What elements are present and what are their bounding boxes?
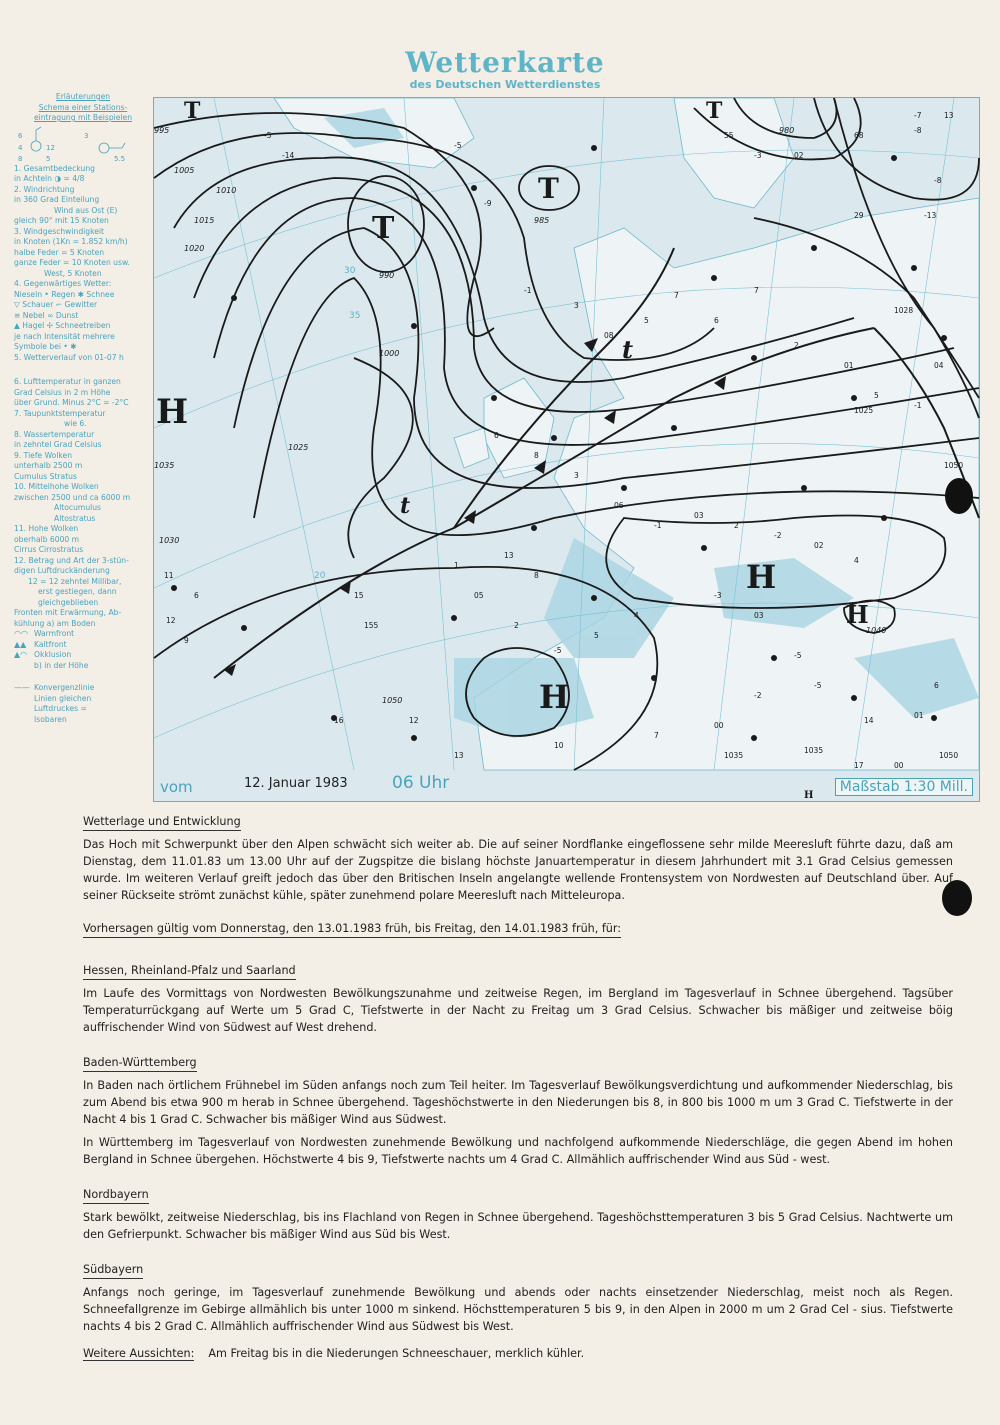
legend-line: in Achteln ◑ = 4/8 xyxy=(14,174,85,183)
legend-panel xyxy=(14,92,152,725)
svg-text:68: 68 xyxy=(854,131,864,140)
legend-line: kühlung a) am Boden xyxy=(14,618,96,628)
svg-text:-8: -8 xyxy=(934,176,942,185)
svg-text:5: 5 xyxy=(46,154,51,163)
svg-text:02: 02 xyxy=(814,541,824,550)
legend-line: 4. Gegenwärtiges Wetter: xyxy=(14,279,112,288)
svg-text:01: 01 xyxy=(914,711,924,720)
svg-text:01: 01 xyxy=(844,361,854,370)
legend-line: ◠◠ Warmfront xyxy=(14,629,75,638)
high-pressure-label: H xyxy=(156,392,189,432)
svg-text:03: 03 xyxy=(694,511,704,520)
map-time: 06 Uhr xyxy=(392,773,450,793)
svg-text:-5: -5 xyxy=(814,681,822,690)
legend-line: 8. Wassertemperatur xyxy=(14,429,95,439)
svg-text:-7: -7 xyxy=(914,111,922,120)
cold-front-icon: ▲▲ xyxy=(14,639,27,649)
svg-text:-3: -3 xyxy=(714,591,722,600)
svg-text:03: 03 xyxy=(754,611,764,620)
svg-text:1025: 1025 xyxy=(854,406,874,415)
legend-line: Nieseln • Regen ✱ Schnee xyxy=(14,289,115,299)
svg-text:-13: -13 xyxy=(924,211,937,220)
isobar-label: 980 xyxy=(779,126,795,135)
svg-text:02: 02 xyxy=(794,151,804,160)
region-body: Im Laufe des Vormittags von Nordwesten Bewölkungszunahme und zeitweise Regen, im Bergland im Tagesverlauf in Schnee übergehend. Tagsüber Temperaturrückgang auf Werte um 5 Grad C, Tiefstwerte in der Nacht zu Freitag um 3 Grad Celsius. Schwacher bis mäßiger und zeitweise böig auffrischender Wind von Südwest auf West drehend. xyxy=(83,987,953,1034)
svg-text:1028: 1028 xyxy=(894,306,914,315)
svg-text:16: 16 xyxy=(334,716,344,725)
graticule-labels xyxy=(314,266,360,581)
svg-text:-5: -5 xyxy=(794,651,802,660)
isobar-label: 1050 xyxy=(382,696,403,705)
legend-line: 11. Hohe Wolken xyxy=(14,524,79,533)
region-heading: Nordbayern xyxy=(83,1186,149,1204)
high-pressure-label: H xyxy=(539,678,570,716)
svg-text:13: 13 xyxy=(454,751,464,760)
legend-line: wie 6. xyxy=(64,419,87,428)
low-pressure-label: T xyxy=(538,172,559,205)
svg-text:6: 6 xyxy=(714,316,719,325)
legend-line: Wind aus Ost (E) xyxy=(54,205,118,215)
legend-line: halbe Feder = 5 Knoten xyxy=(14,247,105,257)
svg-text:3: 3 xyxy=(574,301,579,310)
svg-text:3: 3 xyxy=(574,471,579,480)
legend-line: 10. Mittelhohe Wolken xyxy=(14,482,99,491)
region-body: In Württemberg im Tagesverlauf von Nordwesten zunehmende Bewölkung und nachfolgend aufkommende Niederschläge, die gegen Abend im hohen Bergland in Schnee übergehen. Höchstwerte 4 bis 9, Tiefstwerte nachts um 4 Grad C. Allmählich auffrischender Wind aus Süd - west. xyxy=(83,1136,953,1166)
svg-text:2: 2 xyxy=(514,621,519,630)
svg-text:7: 7 xyxy=(754,286,759,295)
legend-line: Isobaren xyxy=(34,714,67,724)
legend-line: Altostratus xyxy=(54,513,96,523)
svg-text:55: 55 xyxy=(724,131,734,140)
svg-text:5: 5 xyxy=(644,316,649,325)
legend-line: Linien gleichen xyxy=(34,693,92,703)
legend-line: ▲ Hagel ✢ Schneetreiben xyxy=(14,321,111,330)
low-pressure-label: T xyxy=(184,98,201,124)
section-body: Das Hoch mit Schwerpunkt über den Alpen schwächt sich weiter ab. Die auf seiner Nordflanke eingeflossene sehr milde Meeresluft führte dazu, daß am Dienstag, dem 11.01.83 um 13.00 Uhr auf der Zugspitze die bislang höchste Januartemperatur in diesem Jahrhundert mit 3.1 Grad Celsius gemessen wurde. Im weiteren Verlauf greift jedoch das über den Britischen Inseln angelangte wellende Frontensystem von Nordwesten auf Deutschland über. Auf seiner Rückseite strömt zunächst kühle, später zunehmend polare Meeresluft nach Mitteleuropa. xyxy=(83,838,953,902)
isobar-label: 1015 xyxy=(194,216,215,225)
svg-text:8: 8 xyxy=(534,571,539,580)
svg-text:7: 7 xyxy=(654,731,659,740)
legend-line: 1. Gesamtbedeckung xyxy=(14,163,95,173)
map-footer xyxy=(154,770,979,801)
weather-course-symbols xyxy=(14,363,152,377)
map-title: Wetterkarte xyxy=(405,46,605,79)
svg-text:4: 4 xyxy=(634,611,639,620)
svg-text:05: 05 xyxy=(474,591,484,600)
legend-line: ▲◠ Okklusion xyxy=(14,650,72,659)
legend-line: oberhalb 6000 m xyxy=(14,534,80,544)
svg-text:00: 00 xyxy=(894,761,904,770)
map-title-block xyxy=(330,48,680,91)
isobar-label: 1005 xyxy=(174,166,195,175)
svg-text:13: 13 xyxy=(504,551,514,560)
legend-line: West, 5 Knoten xyxy=(44,268,102,278)
legend-line: erst gestiegen, dann xyxy=(38,587,117,596)
svg-text:2: 2 xyxy=(734,521,739,530)
svg-text:1035: 1035 xyxy=(724,751,744,760)
legend-heading-3: eintragung mit Beispielen xyxy=(33,113,133,122)
legend-line: 12. Betrag und Art der 3-stün- xyxy=(14,555,129,565)
svg-text:-5: -5 xyxy=(554,646,562,655)
region-body: Stark bewölkt, zeitweise Niederschlag, bis ins Flachland von Regen in Schnee übergehend. Tageshöchsttemperaturen 3 bis 5 Grad Celsius. Nachtwerte um den Gefrierpunkt. Schwacher bis mäßiger Wind aus Süd bis West. xyxy=(83,1211,953,1241)
legend-line: 5. Wetterverlauf von 01-07 h xyxy=(14,352,124,362)
svg-text:15: 15 xyxy=(354,591,364,600)
legend-line: ▽ Schauer ⌐ Gewitter xyxy=(14,300,98,309)
svg-text:35: 35 xyxy=(349,311,361,321)
svg-text:04: 04 xyxy=(934,361,944,370)
svg-text:4: 4 xyxy=(854,556,859,565)
map-footer-vom: vom xyxy=(160,778,193,796)
region-heading: Südbayern xyxy=(83,1261,143,1279)
legend-line: Fronten mit Erwärmung, Ab- xyxy=(14,608,122,617)
svg-text:20: 20 xyxy=(314,571,326,581)
svg-text:5: 5 xyxy=(874,391,879,400)
legend-line: Luftdruckes = xyxy=(34,704,87,713)
svg-text:6: 6 xyxy=(18,131,23,140)
legend-line: Altocumulus xyxy=(54,503,102,512)
svg-text:6: 6 xyxy=(934,681,939,690)
svg-text:00: 00 xyxy=(714,721,724,730)
svg-text:-2: -2 xyxy=(774,531,782,540)
svg-text:6: 6 xyxy=(494,431,499,440)
svg-text:-9: -9 xyxy=(484,199,492,208)
isobar-label: 985 xyxy=(534,216,550,225)
region-body: Anfangs noch geringe, im Tagesverlauf zunehmende Bewölkung und abends oder nachts einsetzender Niederschlag, meist noch als Regen. Schneefallgrenze im Gebirge allmählich bis unter 1000 m sinkend. Höchsttemperaturen 5 bis 9, in den Alpen in 2000 m um 2 Grad Cel - sius. Tiefstwerte nachts 4 bis 2 Grad C. Allmählich auffrischender Wind aus Südwest bis West. xyxy=(83,1286,953,1333)
isobar-label: 1010 xyxy=(216,186,237,195)
svg-text:-14: -14 xyxy=(282,151,295,160)
svg-text:08: 08 xyxy=(604,331,614,340)
legend-line: gleich 90° mit 15 Knoten xyxy=(14,216,109,225)
legend-line: 7. Taupunktstemperatur xyxy=(14,408,106,418)
low-pressure-label: T xyxy=(372,211,395,246)
svg-text:1050: 1050 xyxy=(944,461,964,470)
convergence-line-icon: —— xyxy=(14,683,30,692)
legend-line: Grad Celsius in 2 m Höhe xyxy=(14,387,111,397)
punch-hole-top xyxy=(945,478,973,514)
secondary-low-label: t xyxy=(622,335,634,364)
weather-map xyxy=(153,97,980,802)
legend-line: Symbole bei • ✱ xyxy=(14,342,77,351)
svg-text:06: 06 xyxy=(614,501,624,510)
isobar-label: 1025 xyxy=(288,443,309,452)
legend-line: 3. Windgeschwindigkeit xyxy=(14,226,104,236)
svg-text:30: 30 xyxy=(344,266,356,276)
legend-line: gleichgeblieben xyxy=(38,597,99,607)
isobar-label: 990 xyxy=(379,271,395,280)
legend-line: ≡ Nebel ∞ Dunst xyxy=(14,310,79,320)
svg-text:4: 4 xyxy=(18,143,23,152)
legend-heading-2: Schema einer Stations- xyxy=(38,102,128,112)
svg-text:9: 9 xyxy=(184,636,189,645)
svg-text:8: 8 xyxy=(534,451,539,460)
secondary-low-label: t xyxy=(400,493,411,519)
legend-line: 6. Lufttemperatur in ganzen xyxy=(14,377,121,386)
svg-text:2: 2 xyxy=(794,341,799,350)
map-scale: Maßstab 1:30 Mill. xyxy=(835,778,973,796)
legend-line: unterhalb 2500 m xyxy=(14,461,83,470)
map-subtitle: des Deutschen Wetterdienstes xyxy=(409,78,601,91)
svg-text:155: 155 xyxy=(364,621,379,630)
legend-heading: Erläuterungen xyxy=(55,92,111,101)
outlook-body: Am Freitag bis in die Niederungen Schneeschauer, merklich kühler. xyxy=(208,1347,585,1360)
svg-text:6: 6 xyxy=(194,591,199,600)
svg-text:10: 10 xyxy=(554,741,564,750)
station-schema-icon xyxy=(14,124,152,164)
svg-text:-5: -5 xyxy=(264,131,272,140)
svg-text:12: 12 xyxy=(166,616,176,625)
legend-line: in Knoten (1Kn = 1.852 km/h) xyxy=(14,237,128,246)
high-pressure-label: H xyxy=(746,558,777,596)
section-heading: Wetterlage und Entwicklung xyxy=(83,813,241,831)
svg-text:12: 12 xyxy=(46,143,55,152)
svg-text:-8: -8 xyxy=(914,126,922,135)
legend-line: 2. Windrichtung xyxy=(14,184,75,194)
legend-line: 12 = 12 zehntel Millibar, xyxy=(28,576,122,586)
forecast-validity: Vorhersagen gültig vom Donnerstag, den 13.01.1983 früh, bis Freitag, den 14.01.1983 früh, für: xyxy=(83,920,621,938)
isobar-label: 1000 xyxy=(379,349,400,358)
svg-text:5.5: 5.5 xyxy=(114,154,126,163)
legend-line: je nach Intensität mehrere xyxy=(14,331,115,341)
isobar-label: 1035 xyxy=(154,461,175,470)
svg-text:-2: -2 xyxy=(754,691,762,700)
legend-line: ganze Feder = 10 Knoten usw. xyxy=(14,258,130,267)
svg-text:1: 1 xyxy=(454,561,459,570)
svg-text:1050: 1050 xyxy=(939,751,959,760)
legend-line: 9. Tiefe Wolken xyxy=(14,450,73,460)
legend-line: b) in der Höhe xyxy=(34,660,89,670)
warm-front-icon: ◠◠ xyxy=(14,629,28,638)
low-pressure-label: T xyxy=(706,98,723,124)
svg-text:1035: 1035 xyxy=(804,746,824,755)
svg-text:12: 12 xyxy=(409,716,419,725)
legend-line: in zehntel Grad Celsius xyxy=(14,440,102,449)
isobar-label: 1030 xyxy=(159,536,180,545)
svg-text:8: 8 xyxy=(18,154,23,163)
occlusion-icon: ▲◠ xyxy=(14,650,28,659)
svg-text:-1: -1 xyxy=(914,401,922,410)
svg-text:11: 11 xyxy=(164,571,174,580)
map-date: 12. Januar 1983 xyxy=(244,776,348,791)
svg-text:7: 7 xyxy=(674,291,679,300)
high-pressure-label-hidden: H xyxy=(804,790,814,801)
region-heading: Baden-Württemberg xyxy=(83,1054,197,1072)
legend-line: Cirrus Cirrostratus xyxy=(14,545,84,554)
region-body: In Baden nach örtlichem Frühnebel im Süden anfangs noch zum Teil heiter. Im Tagesverlauf Bewölkungsverdichtung und aufkommender Niederschlag, bis zum Abend bis etwa 900 m herab in Schnee übergehend. Tageshöchstwerte in den Niederungen bis 8, in 800 bis 1000 m um 3 Grad C. Tiefstwerte in der Nacht 4 bis 1 Grad C. Schwacher bis mäßiger Wind aus Südwest. xyxy=(83,1079,953,1126)
legend-line: in 360 Grad Einteilung xyxy=(14,195,100,204)
region-heading: Hessen, Rheinland-Pfalz und Saarland xyxy=(83,962,296,980)
upper-front-icons xyxy=(14,671,152,683)
svg-text:29: 29 xyxy=(854,211,864,220)
isobar-label: 1040 xyxy=(866,626,887,635)
isobar-label: 1020 xyxy=(184,244,205,253)
high-pressure-label: H xyxy=(846,600,869,629)
svg-text:14: 14 xyxy=(864,716,874,725)
outlook-label: Weitere Aussichten: xyxy=(83,1347,195,1360)
svg-text:13: 13 xyxy=(944,111,954,120)
svg-text:-1: -1 xyxy=(654,521,662,530)
legend-line: zwischen 2500 und ca 6000 m xyxy=(14,492,131,502)
svg-text:5: 5 xyxy=(594,631,599,640)
legend-line: digen Luftdruckänderung xyxy=(14,566,110,575)
legend-line: —— Konvergenzlinie xyxy=(14,683,95,692)
svg-text:3: 3 xyxy=(84,131,89,140)
svg-text:-1: -1 xyxy=(524,286,532,295)
svg-text:-5: -5 xyxy=(454,141,462,150)
legend-line: über Grund. Minus 2°C = -2°C xyxy=(14,398,129,407)
forecast-text xyxy=(83,805,953,1368)
legend-line: Cumulus Stratus xyxy=(14,471,77,481)
svg-text:-3: -3 xyxy=(754,151,762,160)
isobar-label: 995 xyxy=(154,126,170,135)
outlook xyxy=(83,1345,953,1362)
svg-text:17: 17 xyxy=(854,761,864,770)
legend-line: ▲▲ Kaltfront xyxy=(14,639,67,649)
